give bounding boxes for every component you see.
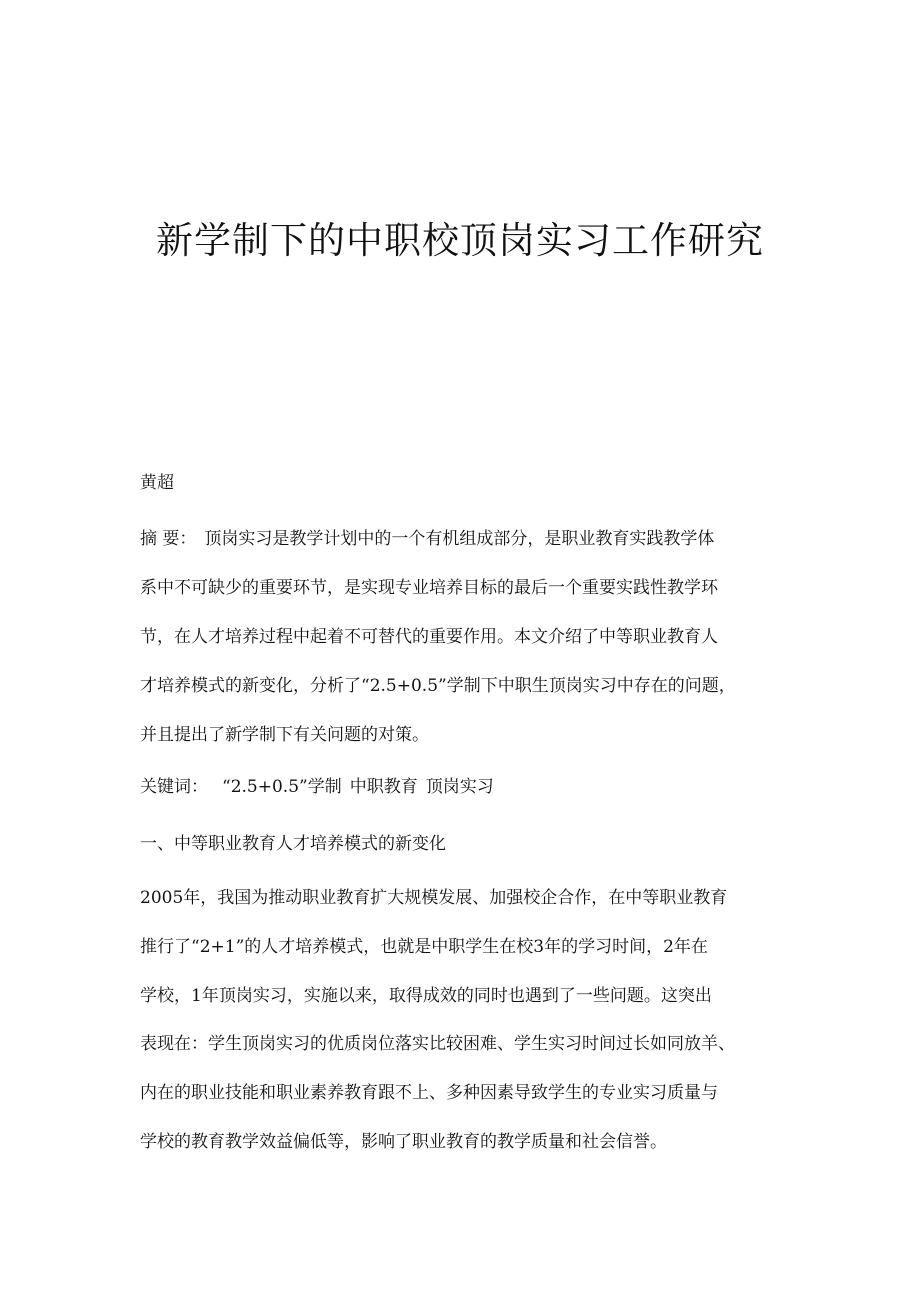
abstract-line-1: [140, 527, 714, 551]
abstract-text: 顶岗实习是教学计划中的一个有机组成部分，是职业教育实践教学体: [204, 529, 715, 549]
paragraph-line-5: 内在的职业技能和职业素养教育跟不上、多种因素导致学生的专业实习质量与: [140, 1083, 718, 1103]
keyword-item: 中职教育: [349, 777, 418, 797]
page-title: 新学制下的中职校顶岗实习工作研究: [156, 219, 764, 262]
keywords-label: 关键词：: [140, 777, 208, 797]
abstract-label: 摘 要：: [140, 529, 197, 549]
abstract-line-5: 并且提出了新学制下有关问题的对策。: [140, 725, 429, 745]
keyword-item: 顶岗实习: [425, 777, 494, 797]
abstract-line-2: 系中不可缺少的重要环节，是实现专业培养目标的最后一个重要实践性教学环: [140, 578, 718, 598]
keyword-item: “2.5+0.5”学制: [222, 777, 342, 797]
paragraph-line-2: 推行了“2+1”的人才培养模式，也就是中职学生在校3年的学习时间，2年在: [140, 937, 708, 957]
paragraph-line-6: 学校的教育教学效益偏低等，影响了职业教育的教学质量和社会信誉。: [140, 1132, 667, 1152]
section-heading: 一、中等职业教育人才培养模式的新变化: [140, 834, 446, 854]
abstract-line-3: 节，在人才培养过程中起着不可替代的重要作用。本文介绍了中等职业教育人: [140, 627, 718, 647]
abstract-line-4: 才培养模式的新变化，分析了“2.5+0.5”学制下中职生顶岗实习中存在的问题，: [140, 676, 736, 696]
author-name: 黄超: [140, 473, 174, 493]
paragraph-line-3: 学校，1年顶岗实习，实施以来，取得成效的同时也遇到了一些问题。这突出: [140, 986, 712, 1006]
keywords-line: [140, 775, 494, 799]
paragraph-line-1: 2005年，我国为推动职业教育扩大规模发展、加强校企合作，在中等职业教育: [140, 888, 728, 908]
paragraph-line-4: 表现在：学生顶岗实习的优质岗位落实比较困难、学生实习时间过长如同放羊、: [140, 1034, 735, 1054]
